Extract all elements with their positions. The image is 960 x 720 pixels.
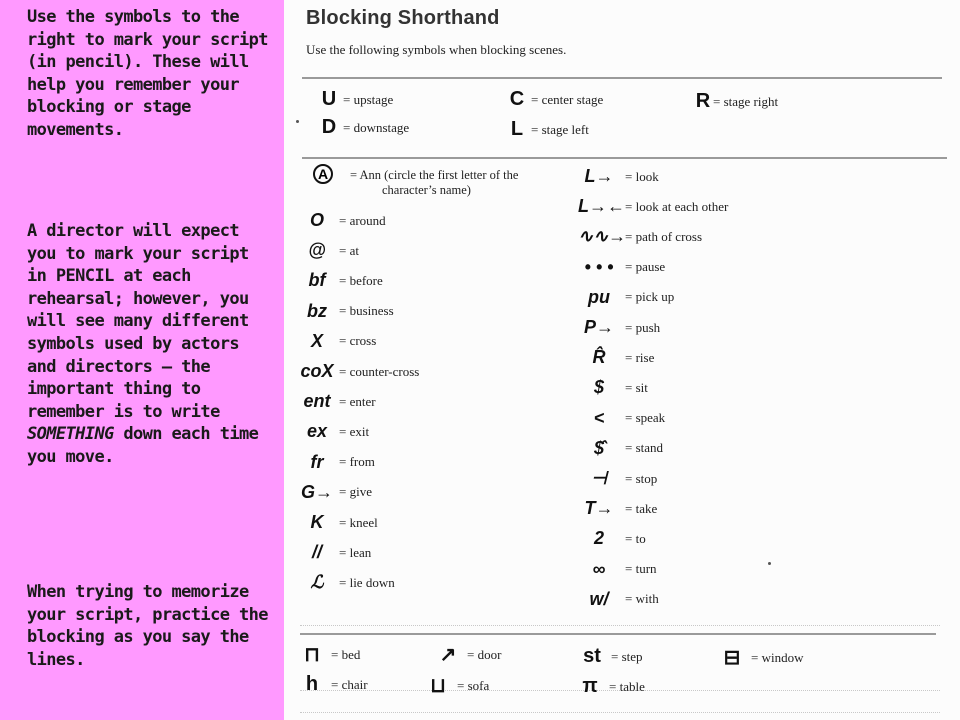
shorthand-symbol: 2: [593, 528, 604, 549]
furniture-definition: = table: [609, 678, 645, 694]
dotted-rule: [300, 625, 940, 626]
furniture-symbol: st: [583, 645, 601, 667]
symbol-definition: = with: [625, 591, 659, 607]
symbol-definition: = pick up: [625, 289, 675, 305]
symbol-definition: = push: [625, 319, 661, 335]
character-entry: [313, 164, 333, 184]
symbol-definition: = business: [339, 303, 394, 319]
divider-bottom: [300, 633, 936, 635]
furniture-symbol: h: [305, 673, 319, 695]
symbol-definition: = speak: [625, 410, 666, 426]
symbol-definition: = stand: [625, 440, 664, 456]
symbol-definition: = take: [625, 500, 658, 516]
shorthand-symbol: @: [308, 240, 326, 261]
symbol-row: [300, 482, 372, 503]
shorthand-symbol: pu: [588, 286, 610, 307]
stage-entry: [508, 118, 589, 141]
symbol-row: [300, 301, 394, 322]
furniture-symbol: ⊟: [723, 647, 741, 669]
symbol-definition: = stop: [625, 470, 658, 486]
symbol-definition: = before: [339, 272, 383, 288]
symbol-row: [300, 361, 419, 382]
stage-definition: = stage right: [713, 93, 779, 109]
paper-speck: [296, 120, 299, 123]
symbol-row: [578, 498, 657, 519]
shorthand-symbol: <: [593, 407, 605, 428]
symbol-row: [300, 240, 359, 261]
symbol-row: [578, 196, 728, 217]
furniture-row: [576, 675, 645, 698]
furniture-definition: = window: [751, 649, 804, 665]
symbol-definition: = enter: [339, 393, 376, 409]
shorthand-symbol: R̂: [592, 347, 606, 368]
symbol-definition: = around: [339, 212, 386, 228]
stage-entry: [320, 88, 393, 111]
shorthand-symbol: K: [310, 512, 324, 532]
symbol-row: [578, 528, 646, 549]
downstage-symbol: D: [321, 116, 337, 138]
divider-top: [302, 77, 942, 79]
symbol-definition: = turn: [625, 561, 657, 577]
stage-definition: = stage left: [531, 121, 589, 137]
symbol-row: [300, 542, 371, 563]
symbol-definition: = pause: [625, 259, 666, 275]
furniture-symbol: ⊔: [430, 675, 446, 697]
shorthand-symbol: ℒ: [310, 572, 324, 593]
stage-entry: [320, 116, 409, 139]
furniture-symbol: π: [582, 675, 598, 697]
symbol-row: [578, 226, 702, 247]
symbol-row: [300, 572, 395, 593]
symbol-definition: = lean: [339, 544, 372, 560]
shorthand-symbol: ⊣: [591, 468, 607, 488]
symbol-row: [300, 512, 378, 533]
stage-definition: = upstage: [343, 91, 394, 107]
character-note: = Ann (circle the first letter of the character’s name): [350, 168, 519, 197]
symbol-definition: = exit: [339, 423, 370, 439]
furniture-definition: = door: [467, 646, 502, 662]
symbol-definition: = look: [625, 168, 659, 184]
stage-definition: = downstage: [343, 119, 410, 135]
symbol-row: [300, 331, 376, 352]
sheet-subtitle: Use the following symbols when blocking scenes.: [306, 42, 567, 57]
symbol-definition: = sit: [625, 379, 648, 395]
instructions-panel: [0, 0, 284, 720]
shorthand-symbol: bf: [308, 270, 326, 291]
symbol-row: [300, 452, 375, 473]
instructions-paragraph-1: Use the symbols to the right to mark your script (in pencil). These will help you remember your blocking or stage movements.: [27, 7, 268, 140]
symbol-definition: = path of cross: [625, 228, 703, 244]
shorthand-symbol: O: [309, 210, 324, 230]
symbol-definition: = cross: [339, 333, 377, 349]
instructions-paragraph-2: A director will expect you to mark your script in PENCIL at each rehearsal; however, you will see many different symbols used by actors and directors – the important thing to remember is to write SOMETHING down each time you move.: [27, 221, 259, 467]
symbol-row: [578, 438, 663, 459]
stage-definition: = center stage: [531, 91, 604, 107]
stage-left-symbol: L: [510, 118, 524, 140]
furniture-row: [298, 673, 368, 696]
stage-right-symbol: R: [695, 90, 711, 112]
symbol-definition: = to: [625, 530, 646, 546]
symbol-row: [578, 257, 665, 278]
furniture-row: [298, 642, 360, 667]
instructions-paragraph-3: When trying to memorize your script, practice the blocking as you say the lines.: [27, 582, 268, 670]
furniture-row: [718, 645, 803, 670]
symbol-row: [578, 166, 659, 187]
symbol-definition: = from: [339, 454, 375, 470]
symbol-row: [578, 347, 654, 368]
furniture-symbol: ↗: [439, 644, 457, 666]
symbol-row: [300, 421, 369, 442]
symbol-definition: = look at each other: [625, 198, 729, 214]
symbol-row: [578, 559, 657, 580]
shorthand-symbol: ∿∿→: [578, 226, 627, 247]
shorthand-symbol: //: [311, 542, 322, 563]
symbol-row: [578, 589, 659, 610]
symbol-definition: = kneel: [339, 514, 378, 530]
symbol-row: [578, 408, 665, 429]
shorthand-symbol: ent: [303, 391, 331, 412]
furniture-row: [434, 642, 501, 667]
symbol-row: [578, 377, 648, 398]
furniture-definition: = sofa: [457, 677, 490, 693]
furniture-definition: = step: [611, 648, 643, 664]
symbol-definition: = lie down: [339, 574, 395, 590]
symbol-row: [300, 210, 386, 231]
shorthand-symbol: G→: [300, 481, 333, 502]
upstage-symbol: U: [321, 88, 337, 110]
furniture-row: [424, 673, 489, 698]
shorthand-symbol: T→: [584, 498, 614, 519]
shorthand-symbol: L→: [584, 166, 614, 186]
sheet-title: Blocking Shorthand: [306, 7, 500, 29]
symbol-definition: = rise: [625, 349, 655, 365]
shorthand-symbol: coX: [300, 361, 334, 381]
shorthand-symbol: P→: [583, 317, 614, 337]
symbol-definition: = at: [339, 242, 359, 258]
shorthand-symbol: ex: [306, 421, 328, 442]
symbol-definition: = counter-cross: [339, 363, 420, 379]
furniture-row: [578, 645, 643, 668]
symbol-row: [578, 287, 674, 308]
divider-middle: [302, 157, 947, 159]
shorthand-symbol: fr: [310, 451, 324, 472]
center-stage-symbol: C: [509, 88, 525, 110]
symbol-row: [300, 391, 376, 412]
furniture-definition: = bed: [331, 646, 361, 662]
stage-entry: [508, 88, 603, 111]
shorthand-symbol: bz: [307, 300, 327, 321]
symbol-row: [578, 468, 657, 489]
stage-entry: [695, 90, 778, 113]
shorthand-symbol: w/: [589, 588, 609, 609]
dotted-rule: [300, 712, 940, 713]
paper-speck: [768, 562, 771, 565]
shorthand-symbol: $̂: [593, 437, 604, 458]
symbol-row: [578, 317, 660, 338]
shorthand-symbol: ∞: [592, 558, 606, 579]
shorthand-symbol: X: [310, 330, 323, 351]
shorthand-symbol: L→←: [578, 196, 625, 217]
symbol-row: [300, 270, 383, 291]
shorthand-symbol: • • •: [584, 256, 614, 277]
symbol-definition: = give: [339, 484, 372, 500]
furniture-symbol: ⊓: [304, 644, 320, 666]
furniture-definition: = chair: [331, 676, 368, 692]
shorthand-symbol: $: [593, 377, 604, 398]
circled-letter-icon: A: [313, 164, 333, 184]
